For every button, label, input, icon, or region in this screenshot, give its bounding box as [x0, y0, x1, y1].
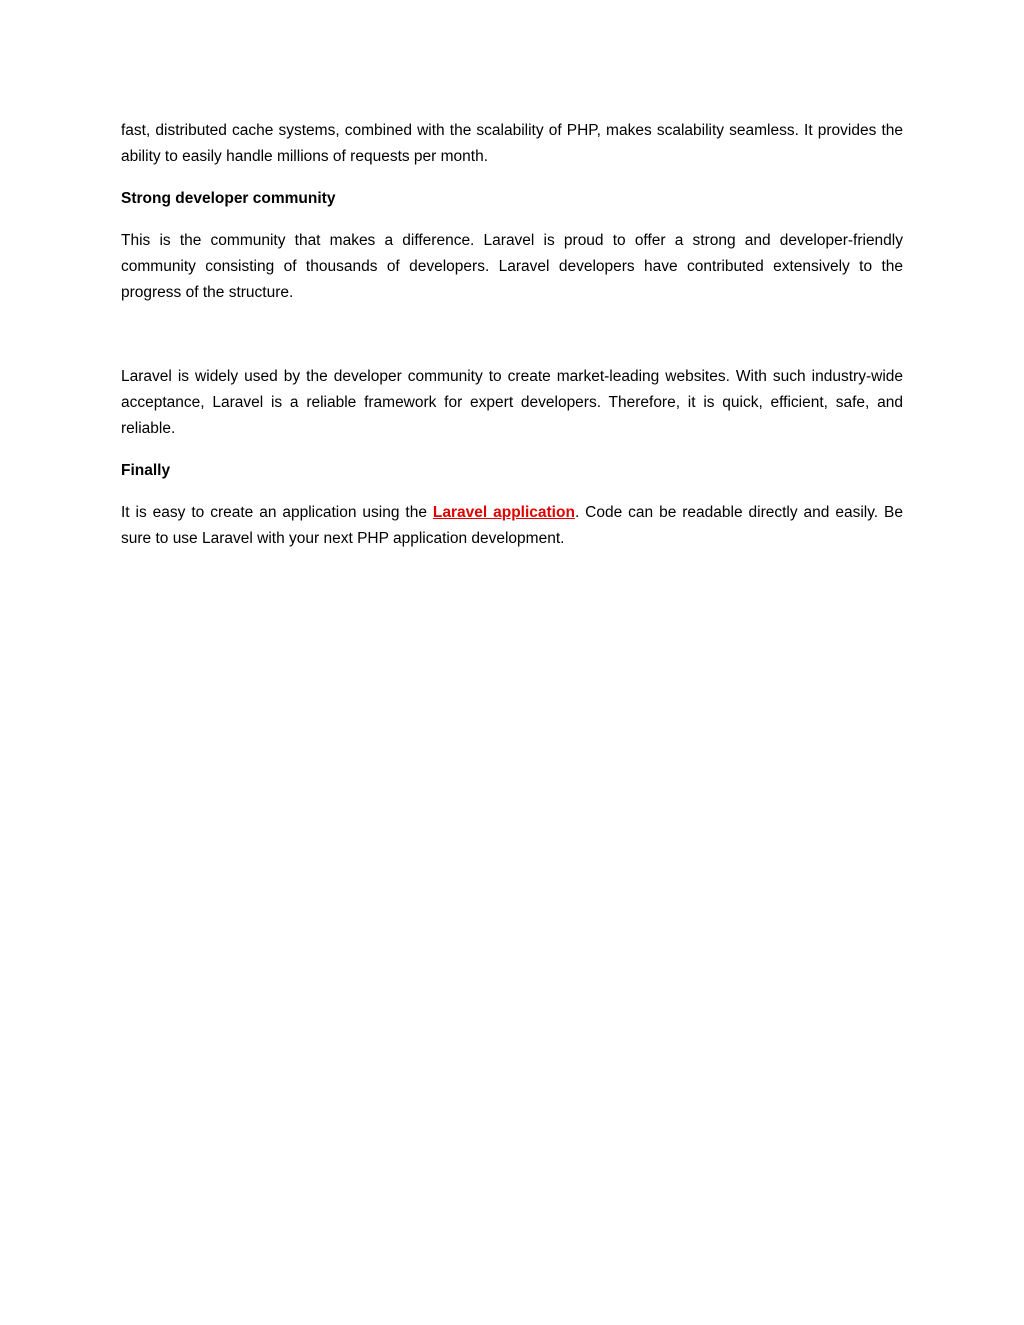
- heading-finally: Finally: [121, 462, 171, 479]
- document-body: [121, 118, 903, 552]
- paragraph-community: This is the community that makes a difference. Laravel is proud to offer a strong and developer-friendly community consisting of thousands of developers. Laravel developers have contributed extensively to the progress of the structure.: [121, 232, 903, 301]
- paragraph-conclusion-start: It is easy to create an application using the: [121, 504, 433, 521]
- paragraph-conclusion: [121, 500, 903, 552]
- paragraph-scalability: fast, distributed cache systems, combined with the scalability of PHP, makes scalability seamless. It provides the ability to easily handle millions of requests per month.: [121, 122, 903, 165]
- paragraph-conclusion-end: . Code can be readable directly and easily. Be sure to use Laravel with your next PHP application development.: [121, 504, 904, 547]
- heading-strong-developer-community: Strong developer community: [121, 190, 336, 207]
- paragraph-widely-used: Laravel is widely used by the developer community to create market-leading websites. With such industry-wide acceptance, Laravel is a reliable framework for expert developers. Therefore, it is quick, efficient, safe, and reliable.: [121, 368, 903, 437]
- laravel-application-link[interactable]: Laravel application: [432, 504, 575, 521]
